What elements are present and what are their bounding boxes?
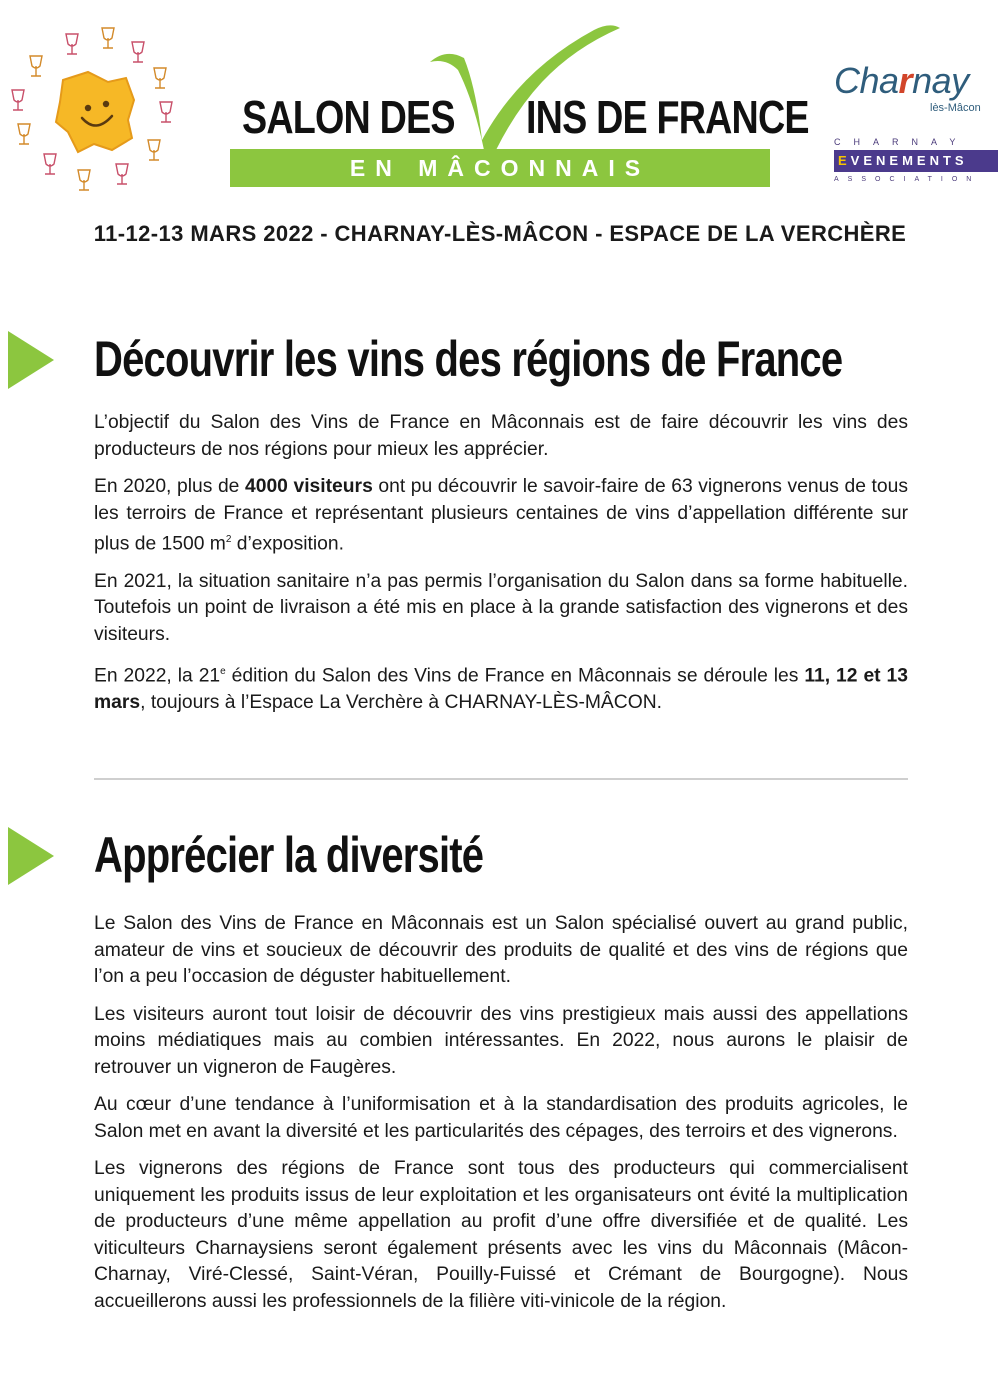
paragraph: En 2020, plus de 4000 visiteurs ont pu découvrir le savoir-faire de 63 vignerons venus de tous les terroirs de France et représentant plusieurs centaines de vins d’appellation différente sur plus de 1500 $m^2$ d’exposition. — [94, 476, 908, 555]
paragraph: L’objectif du Salon des Vins de France en Mâconnais est de faire découvrir les vins des producteurs de nos régions pour mieux les apprécier. — [94, 412, 908, 460]
paragraph: En 2021, la situation sanitaire n’a pas permis l’organisation du Salon dans sa forme habituelle. Toutefois un point de livraison a été mis en place à la grande satisfaction des vignerons et des visiteurs. — [94, 570, 908, 645]
title-v-text — [228, 18, 229, 19]
section-body-discover — [94, 410, 908, 728]
section-arrow-icon — [8, 331, 54, 389]
section-heading-discover: Découvrir les vins des régions de France — [94, 331, 843, 387]
salon-title-logo — [228, 18, 809, 188]
section-body-diversity — [94, 911, 908, 1326]
section-heading-diversity: Apprécier la diversité — [94, 827, 484, 883]
events-logo-top: CHARNAY — [834, 137, 969, 147]
title-ins-de-france: INS DE FRANCE — [526, 91, 809, 143]
paragraph: Les vignerons des régions de France sont tous des producteurs qui commercialisent uniquement les produits issus de leur exploitation et les organisateurs ont évité la multiplication de producteurs d’une même appellation au profit d’une offre diversifiée et de qualité. Les viticulteurs Charnaysiens seront également présents avec les vins du Mâconnais (Mâcon-Charnay, Viré-Clessé, Saint-Véran, Pouilly-Fuissé et Crémant de Bourgogne). Nous accueillerons aussi les professionnels de la filière viti-vinicole de la région. — [94, 1158, 908, 1312]
paragraph: Le Salon des Vins de France en Mâconnais est un Salon spécialisé ouvert au grand public, amateur de vins et soucieux de découvrir des produits de qualité et des vins de régions que l’on a peu l’occasion de déguster habituellement. — [94, 913, 908, 987]
charnay-logo — [832, 60, 997, 122]
paragraph: En 2022, la 21e édition du Salon des Vins de France en Mâconnais se déroule les 11, 12 et 13 mars, toujours à l’Espace La Verchère à CHARNAY-LÈS-MÂCON. — [94, 665, 908, 714]
charnay-logo-wordmark: Charnay — [834, 60, 969, 101]
paragraph: Les visiteurs auront tout loisir de découvrir des vins prestigieux mais aussi des appellations moins médiatiques mais au combien intéressantes. En 2022, nous aurons le plaisir de retrouver un vigneron de Faugères. — [94, 1003, 908, 1078]
charnay-logo-sub: lès-Mâcon — [930, 102, 981, 114]
section-arrow-icon — [8, 827, 54, 885]
section-divider — [94, 778, 908, 780]
title-salon-des: SALON DES — [242, 91, 455, 143]
title-subtitle-bar: EN MÂCONNAIS — [230, 149, 770, 187]
salon-sun-logo — [8, 20, 183, 195]
events-logo-band: EVENEMENTS — [834, 150, 998, 172]
sun-icon — [56, 72, 134, 152]
event-dates-location: 11-12-13 MARS 2022 - CHARNAY-LÈS-MÂCON - ESPACE DE LA VERCHÈRE — [93, 221, 907, 246]
charnay-evenements-logo — [834, 136, 998, 192]
events-logo-bottom: ASSOCIATION — [834, 176, 981, 183]
paragraph: Au cœur d’une tendance à l’uniformisation et à la standardisation des produits agricoles, le Salon met en avant la diversité et les particularités des cépages, des terroirs et des vignerons. — [94, 1094, 908, 1142]
